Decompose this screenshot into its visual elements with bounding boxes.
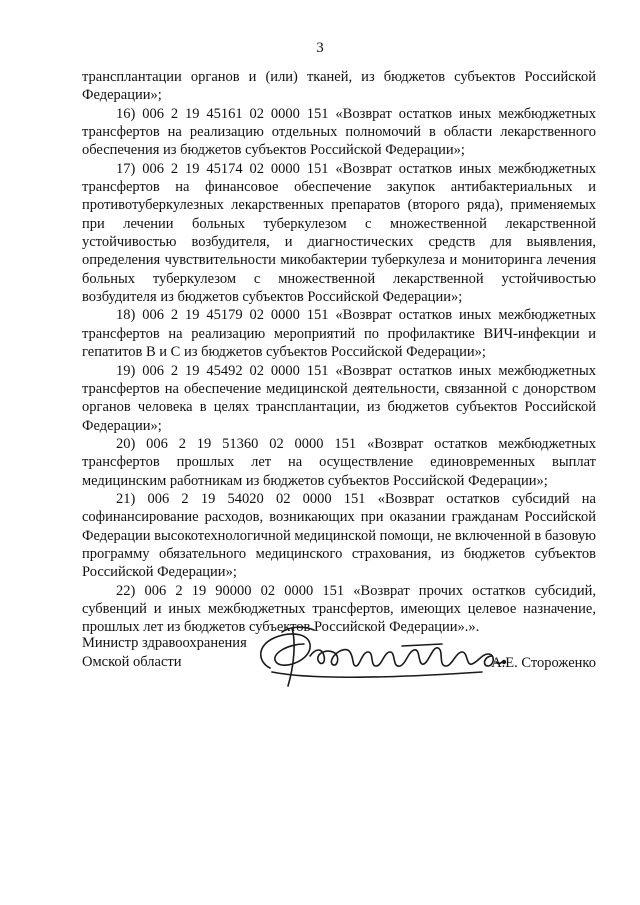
paragraph-16: 16) 006 2 19 45161 02 0000 151 «Возврат остатков иных межбюджетных трансфертов на реализацию отдельных полномочий в области лекарственного обеспечения из бюджетов субъектов Российской Федерации»; — [82, 105, 596, 159]
signatory-title-line1: Министр здравоохранения — [82, 635, 247, 651]
signatory-title-line2: Омской области — [82, 653, 182, 670]
signature-block — [82, 634, 596, 694]
document-body — [82, 68, 596, 637]
paragraph-22: 22) 006 2 19 90000 02 0000 151 «Возврат прочих остатков субсидий, субвенций и иных межбюджетных трансфертов, имеющих целевое назначение, прошлых лет из бюджетов субъектов Российской Федерации».». — [82, 582, 596, 636]
paragraph-1: трансплантации органов и (или) тканей, из бюджетов субъектов Российской Федерации»; — [82, 69, 596, 104]
paragraph-18: 18) 006 2 19 45179 02 0000 151 «Возврат остатков иных межбюджетных трансфертов на реализацию мероприятий по профилактике ВИЧ-инфекции и гепатитов В и С из бюджетов субъектов Российской Федерации»; — [82, 307, 596, 361]
paragraph-17: 17) 006 2 19 45174 02 0000 151 «Возврат остатков иных межбюджетных трансфертов на финансовое обеспечение закупок антибактериальных и противотуберкулезных лекарственных препаратов (второго ряда), применяемых при лечении больных туберкулезом с множественной лекарственной устойчивостью возбудителя, и диагностических средств для выявления, определения чувствительности микобактерии туберкулеза и мониторинга лечения больных туберкулезом с множественной лекарственной устойчивостью возбудителя из бюджетов субъектов Российской Федерации»; — [82, 160, 596, 306]
page-number: 3 — [316, 40, 324, 56]
signatory-title — [82, 634, 247, 671]
signatory-name: А.Е. Стороженко — [491, 655, 596, 671]
paragraph-19: 19) 006 2 19 45492 02 0000 151 «Возврат остатков иных межбюджетных трансфертов на обеспечение медицинской деятельности, связанной с донорством органов человека в целях трансплантации, из бюджетов субъектов Российской Федерации»; — [82, 362, 596, 434]
paragraph-21: 21) 006 2 19 54020 02 0000 151 «Возврат остатков субсидий на софинансирование расходов, возникающих при оказании гражданам Российской Федерации высокотехнологичной медицинской помощи, не включенной в базовую программу обязательного медицинского страхования, из бюджетов субъектов Российской Федерации»; — [82, 490, 596, 581]
paragraph-20: 20) 006 2 19 51360 02 0000 151 «Возврат остатков межбюджетных трансфертов прошлых лет на осуществление единовременных выплат медицинским работникам из бюджетов субъектов Российской Федерации»; — [82, 435, 596, 489]
